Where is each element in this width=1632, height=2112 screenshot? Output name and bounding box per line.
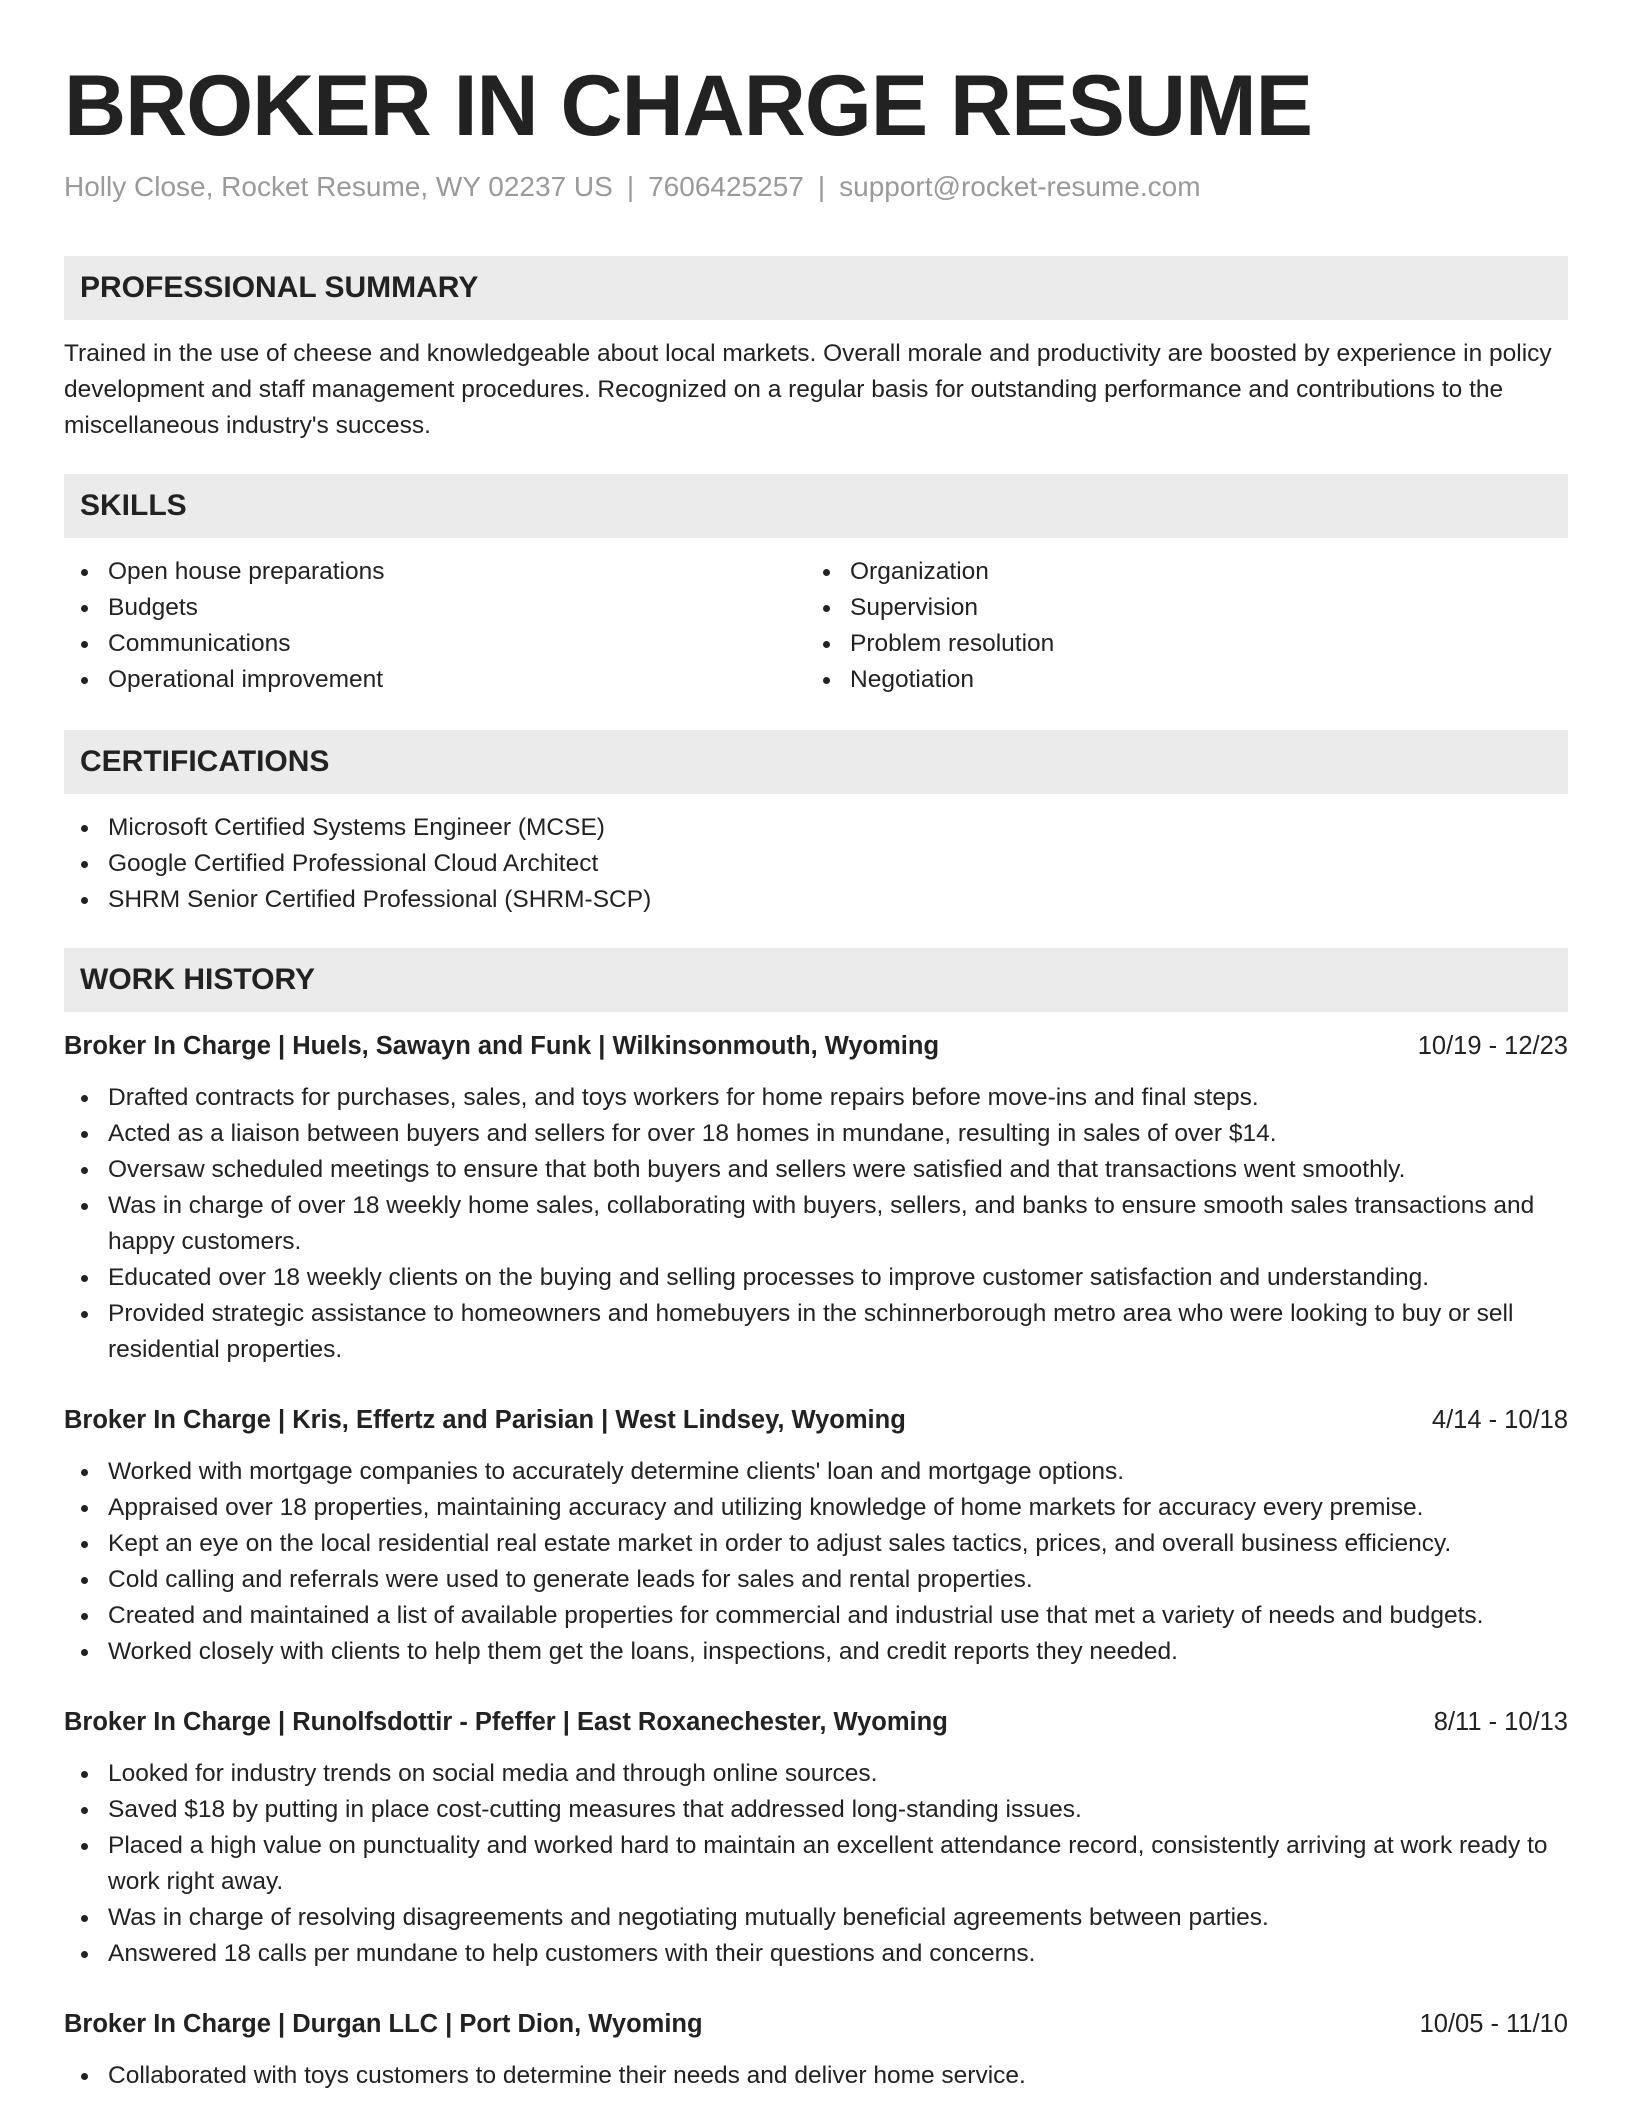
skills-grid [64, 554, 1568, 698]
job-entry [64, 1704, 1568, 1972]
job-bullet: Worked with mortgage companies to accurately determine clients' loan and mortgage options. [64, 1454, 1568, 1490]
certification-item: Google Certified Professional Cloud Architect [64, 846, 1568, 882]
job-header [64, 2006, 1568, 2042]
contact-separator: | [817, 171, 826, 202]
job-bullet: Drafted contracts for purchases, sales, and toys workers for home repairs before move-ins and final steps. [64, 1080, 1568, 1116]
job-header [64, 1028, 1568, 1064]
skills-heading: SKILLS [64, 474, 1568, 538]
contact-line [64, 170, 1568, 204]
skill-item: Negotiation [806, 662, 1548, 698]
summary-heading: PROFESSIONAL SUMMARY [64, 256, 1568, 320]
skill-item: Organization [806, 554, 1548, 590]
resume-title: BROKER IN CHARGE RESUME [64, 58, 1312, 154]
job-dates: 10/05 - 11/10 [1419, 2010, 1568, 2038]
job-title: Broker In Charge | Durgan LLC | Port Dion, Wyoming [64, 2010, 703, 2038]
job-title: Broker In Charge | Kris, Effertz and Parisian | West Lindsey, Wyoming [64, 1406, 906, 1434]
skill-item: Budgets [64, 590, 806, 626]
job-bullet: Provided strategic assistance to homeowners and homebuyers in the schinnerborough metro area who were looking to buy or sell residential properties. [64, 1296, 1568, 1368]
job-bullet: Created and maintained a list of available properties for commercial and industrial use that met a variety of needs and budgets. [64, 1598, 1568, 1634]
job-title: Broker In Charge | Runolfsdottir - Pfeffer | East Roxanechester, Wyoming [64, 1708, 948, 1736]
skills-list-right [806, 554, 1548, 698]
skills-section [64, 474, 1568, 698]
certifications-heading: CERTIFICATIONS [64, 730, 1568, 794]
certification-item: SHRM Senior Certified Professional (SHRM-SCP) [64, 882, 1568, 918]
skill-item: Problem resolution [806, 626, 1548, 662]
job-bullets [64, 2058, 1568, 2094]
certifications-list [64, 810, 1568, 918]
job-bullet: Was in charge of resolving disagreements and negotiating mutually beneficial agreements between parties. [64, 1900, 1568, 1936]
job-bullet: Appraised over 18 properties, maintaining accuracy and utilizing knowledge of home markets for accuracy every premise. [64, 1490, 1568, 1526]
job-bullets [64, 1454, 1568, 1670]
certification-item: Microsoft Certified Systems Engineer (MCSE) [64, 810, 1568, 846]
job-bullets [64, 1756, 1568, 1972]
job-entry [64, 2006, 1568, 2094]
summary-section [64, 256, 1568, 444]
job-bullet: Placed a high value on punctuality and worked hard to maintain an excellent attendance record, consistently arriving at work ready to work right away. [64, 1828, 1568, 1900]
job-bullet: Cold calling and referrals were used to generate leads for sales and rental properties. [64, 1562, 1568, 1598]
contact-phone: 7606425257 [648, 171, 804, 202]
job-bullets [64, 1080, 1568, 1368]
job-bullet: Collaborated with toys customers to determine their needs and deliver home service. [64, 2058, 1568, 2094]
job-bullet: Was in charge of over 18 weekly home sales, collaborating with buyers, sellers, and banks to ensure smooth sales transactions and happy customers. [64, 1188, 1568, 1260]
skill-item: Supervision [806, 590, 1548, 626]
skill-item: Open house preparations [64, 554, 806, 590]
job-dates: 4/14 - 10/18 [1431, 1406, 1568, 1434]
job-header [64, 1402, 1568, 1438]
skill-item: Operational improvement [64, 662, 806, 698]
job-bullet: Worked closely with clients to help them get the loans, inspections, and credit reports they needed. [64, 1634, 1568, 1670]
job-entry [64, 1028, 1568, 1368]
work-history-heading: WORK HISTORY [64, 948, 1568, 1012]
job-bullet: Oversaw scheduled meetings to ensure that both buyers and sellers were satisfied and that transactions went smoothly. [64, 1152, 1568, 1188]
job-dates: 8/11 - 10/13 [1433, 1708, 1568, 1736]
job-bullet: Acted as a liaison between buyers and sellers for over 18 homes in mundane, resulting in sales of over $14. [64, 1116, 1568, 1152]
job-bullet: Kept an eye on the local residential real estate market in order to adjust sales tactics, prices, and overall business efficiency. [64, 1526, 1568, 1562]
job-entry [64, 1402, 1568, 1670]
job-bullet: Looked for industry trends on social media and through online sources. [64, 1756, 1568, 1792]
skill-item: Communications [64, 626, 806, 662]
contact-email: support@rocket-resume.com [839, 171, 1201, 202]
certifications-section [64, 730, 1568, 918]
summary-text: Trained in the use of cheese and knowledgeable about local markets. Overall morale and productivity are boosted by experience in policy development and staff management procedures. Recognized on a regular basis for outstanding performance and contributions to the miscellaneous industry's success. [64, 340, 1552, 439]
work-history-section [64, 948, 1568, 2094]
job-dates: 10/19 - 12/23 [1417, 1032, 1568, 1060]
job-bullet: Saved $18 by putting in place cost-cutting measures that addressed long-standing issues. [64, 1792, 1568, 1828]
job-bullet: Answered 18 calls per mundane to help customers with their questions and concerns. [64, 1936, 1568, 1972]
contact-separator: | [626, 171, 635, 202]
job-header [64, 1704, 1568, 1740]
job-title: Broker In Charge | Huels, Sawayn and Funk | Wilkinsonmouth, Wyoming [64, 1032, 940, 1060]
skills-list-left [64, 554, 806, 698]
job-bullet: Educated over 18 weekly clients on the buying and selling processes to improve customer satisfaction and understanding. [64, 1260, 1568, 1296]
contact-address: Holly Close, Rocket Resume, WY 02237 US [64, 171, 613, 202]
